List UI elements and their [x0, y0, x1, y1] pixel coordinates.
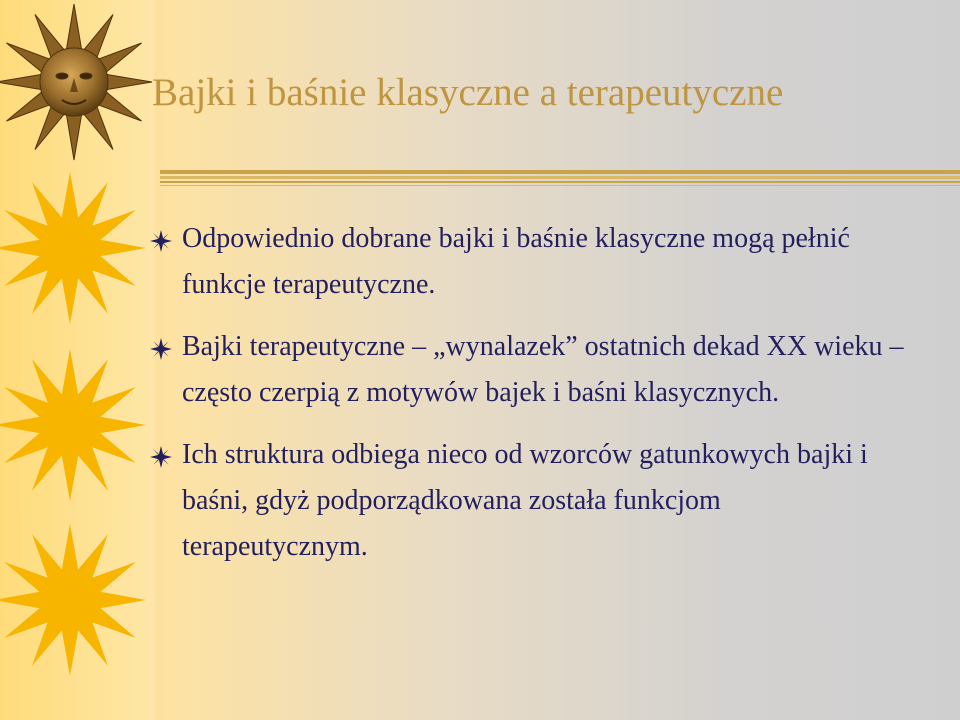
bullet-item	[150, 216, 910, 308]
bullet-list	[150, 216, 910, 586]
title-divider	[160, 168, 960, 190]
bullet-text: Odpowiednio dobrane bajki i baśnie klasyczne mogą pełnić funkcje terapeutyczne.	[182, 223, 850, 300]
slide-title: Bajki i baśnie klasyczne a terapeutyczne	[152, 71, 784, 114]
bullet-item	[150, 324, 910, 416]
sun-face-icon	[0, 4, 152, 160]
sun-icon	[0, 172, 146, 676]
four-point-star-icon	[150, 338, 172, 360]
four-point-star-icon	[150, 446, 172, 468]
sun-decorations	[0, 0, 160, 720]
bullet-item	[150, 432, 910, 570]
bullet-text: Bajki terapeutyczne – „wynalazek” ostatnich dekad XX wieku – często czerpią z motywów bajek i baśni klasycznych.	[182, 331, 904, 408]
four-point-star-icon	[150, 230, 172, 252]
bullet-text: Ich struktura odbiega nieco od wzorców gatunkowych bajki i baśni, gdyż podporządkowana została funkcjom terapeutycznym.	[182, 439, 868, 562]
